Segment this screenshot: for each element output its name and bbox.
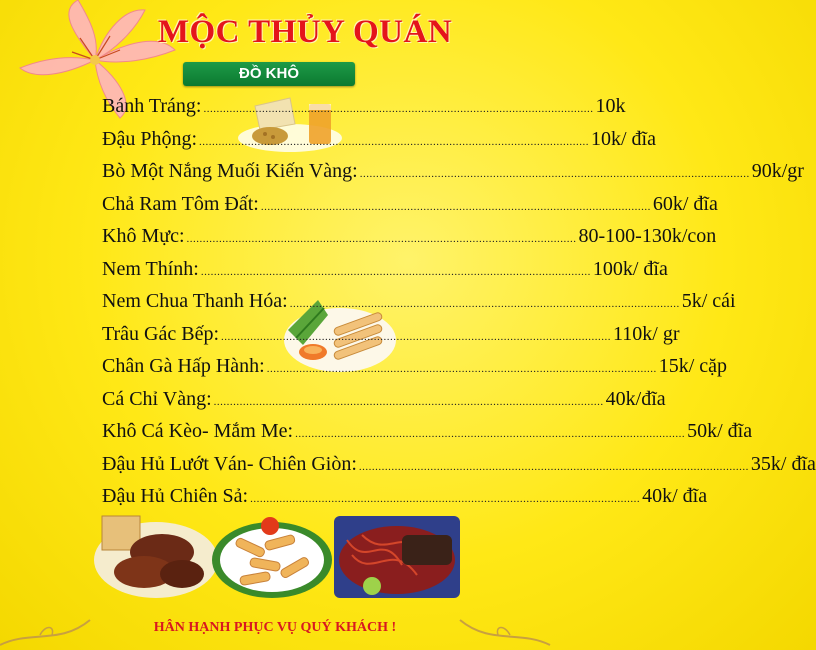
menu-item	[102, 192, 718, 226]
leader-dots: ........................................................................................................................	[358, 460, 749, 473]
menu-item	[102, 95, 626, 128]
menu-item-price: 15k/ cặp	[658, 355, 728, 377]
fried-rolls-plate-photo	[210, 508, 335, 600]
menu-item	[102, 387, 666, 421]
menu-item-name: Chân Gà Hấp Hành:	[102, 355, 265, 377]
leader-dots: ........................................................................................................................	[260, 200, 651, 213]
menu-item-price: 10k	[595, 95, 626, 117]
menu-item-price: 35k/ đĩa	[750, 452, 816, 475]
menu-item-price: 5k/ cái	[681, 290, 736, 312]
menu-item	[102, 355, 728, 388]
menu-item	[102, 127, 656, 161]
leader-dots: ........................................................................................................................	[203, 103, 594, 115]
menu-item-name: Cá Chỉ Vàng:	[102, 387, 212, 410]
leader-dots: ........................................................................................................................	[295, 428, 686, 440]
leader-dots: ........................................................................................................................	[186, 233, 577, 245]
leader-dots: ........................................................................................................................	[359, 168, 750, 180]
menu-item-price: 40k/ đĩa	[642, 485, 708, 507]
menu-item-price: 10k/ đĩa	[591, 127, 656, 150]
dried-fish-squid-photo	[332, 510, 462, 602]
menu-item	[102, 225, 717, 258]
menu-item-name: Bò Một Nắng Muối Kiến Vàng:	[102, 160, 358, 182]
menu-item-name: Đậu Hủ Chiên Sả:	[102, 485, 249, 507]
restaurant-name: MỘC THỦY QUÁN	[157, 14, 453, 50]
section-title: ĐỒ KHÔ	[183, 62, 355, 86]
leader-dots: ........................................................................................................................	[289, 298, 680, 310]
menu-item-price: 40k/đĩa	[605, 387, 666, 410]
dried-beef-photo	[92, 508, 220, 600]
menu-item-name: Trâu Gác Bếp:	[102, 322, 220, 345]
menu-item-price: 90k/gr	[751, 160, 804, 182]
menu-item-price: 50k/ đĩa	[687, 420, 753, 442]
menu-item-name: Bánh Tráng:	[102, 95, 202, 117]
menu-item	[102, 452, 816, 486]
menu-item	[102, 420, 753, 453]
leader-dots: ........................................................................................................................	[266, 363, 657, 375]
menu-item	[102, 290, 736, 323]
menu-item-price: 60k/ đĩa	[652, 192, 718, 215]
menu-item-price: 80-100-130k/con	[578, 225, 717, 247]
menu-item-name: Đậu Hủ Lướt Ván- Chiên Giòn:	[102, 452, 357, 475]
leader-dots: ........................................................................................................................	[221, 330, 612, 343]
menu-item-name: Nem Thính:	[102, 257, 199, 280]
menu-item	[102, 257, 668, 291]
menu-item-name: Khô Cá Kèo- Mắm Me:	[102, 420, 294, 442]
menu-list	[102, 95, 816, 518]
menu-item-name: Nem Chua Thanh Hóa:	[102, 290, 288, 312]
menu-item-name: Đậu Phộng:	[102, 127, 197, 150]
leader-dots: ........................................................................................................................	[250, 493, 641, 505]
leader-dots: ........................................................................................................................	[199, 135, 589, 148]
leader-dots: ........................................................................................................................	[200, 265, 591, 278]
menu-item	[102, 160, 804, 193]
menu-item-name: Chả Ram Tôm Đất:	[102, 192, 259, 215]
menu-item-name: Khô Mực:	[102, 225, 185, 247]
menu-item-price: 110k/ gr	[613, 322, 680, 345]
leader-dots: ........................................................................................................................	[213, 395, 604, 408]
menu-item	[102, 322, 680, 356]
footer-greeting: HÂN HẠNH PHỤC VỤ QUÝ KHÁCH !	[153, 620, 397, 635]
menu-item-price: 100k/ đĩa	[592, 257, 668, 280]
